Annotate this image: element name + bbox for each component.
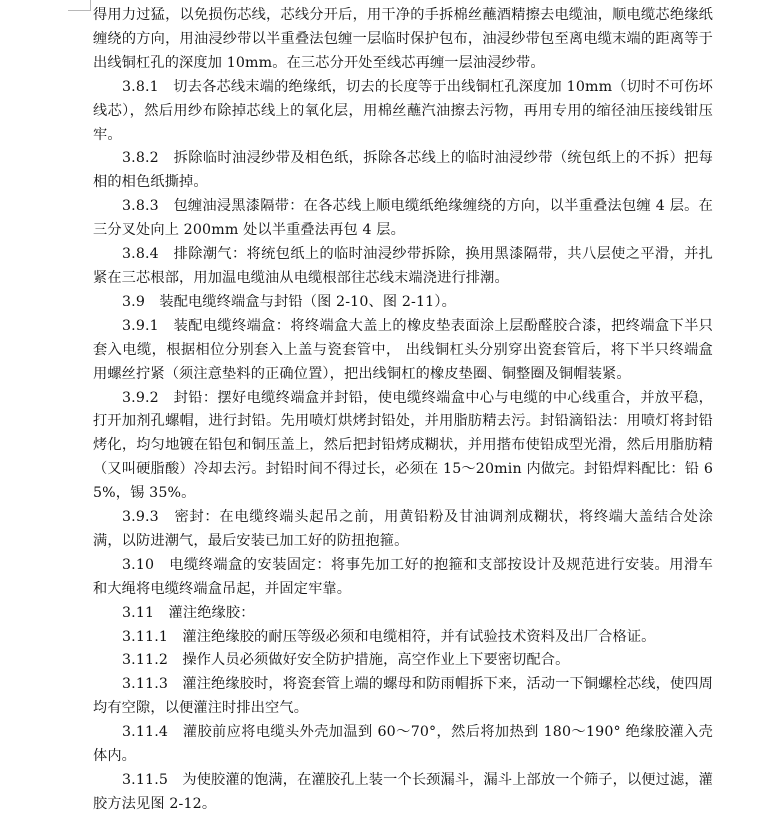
paragraph-3-11-3: 3.11.3 灌注绝缘胶时，将瓷套管上端的螺母和防雨帽拆下来，活动一下铜螺栓芯线，使四周均有空隙，以便灌注时排出空气。 <box>93 676 713 717</box>
paragraph-3-10: 3.10 电缆终端盒的安装固定：将事先加工好的抱箍和支部按设计及规范进行安装。用滑车和大绳将电缆终端盒吊起，并固定牢靠。 <box>93 556 713 597</box>
paragraph-3-9-1: 3.9.1 装配电缆终端盒：将终端盒大盖上的橡皮垫表面涂上层酚醛胶合漆，把终端盒下半只套入电缆，根据相位分别套入上盖与瓷套管中， 出线铜杠头分别穿出瓷套管后，将下半只终端盒用螺丝拧紧（须注意垫料的正确位置），把出线铜杠的橡皮垫圈、铜整圈及铜帽装紧。 <box>93 317 713 382</box>
paragraph-3-8-1: 3.8.1 切去各芯线末端的绝缘纸，切去的长度等于出线铜杠孔深度加 10mm（切时不可伤坏线芯），然后用纱布除掉芯线上的氧化层，用棉丝蘸汽油擦去污物，再用专用的缩径油压接线钳压牢。 <box>93 78 713 143</box>
heading-3-11: 3.11 灌注绝缘胶： <box>122 604 255 621</box>
paragraph-3-11-5: 3.11.5 为使胶灌的饱满，在灌胶孔上装一个长颈漏斗，漏斗上部放一个筛子，以便过滤，灌胶方法见图 2-12。 <box>93 772 713 812</box>
heading-3-9: 3.9 装配电缆终端盒与封铅（图 2-10、图 2-11）。 <box>122 293 456 310</box>
paragraph-3-11-2: 3.11.2 操作人员必须做好安全防护措施，高空作业上下要密切配合。 <box>122 652 570 669</box>
paragraph-3-11-1: 3.11.1 灌注绝缘胶的耐压等级必须和电缆相符，并有试验技术资料及出厂合格证。 <box>122 628 656 645</box>
paragraph-3-9-3: 3.9.3 密封：在电缆终端头起吊之前，用黄铅粉及甘油调剂成糊状，将终端大盖结合处涂满，以防进潮气，最后安装已加工好的防扭抱箍。 <box>93 509 713 549</box>
paragraph-3-8-3: 3.8.3 包缠油浸黑漆隔带：在各芯线上顺电缆纸绝缘缠绕的方向，以半重叠法包缠 4 层。在三分叉处向上 200mm 处以半重叠法再包 4 层。 <box>93 198 713 239</box>
paragraph-3-8-4: 3.8.4 排除潮气：将统包纸上的临时油浸纱带拆除，换用黑漆隔带，共八层使之平滑，并扎紧在三芯根部，用加温电缆油从电缆根部往芯线末端浇进行排潮。 <box>93 246 713 286</box>
paragraph-continuation: 得用力过猛，以免损伤芯线，芯线分开后，用干净的手拆棉丝蘸酒精擦去电缆油，顺电缆芯绝缘纸缠绕的方向，用油浸纱带以半重叠法包缠一层临时保护包布，油浸纱带包至离电缆末端的距离等于出线铜杠孔的深度加 10mm。在三芯分开处至线芯再缠一层油浸纱带。 <box>93 7 713 71</box>
paragraph-3-9-2: 3.9.2 封铅：摆好电缆终端盒并封铅，使电缆终端盒中心与电缆的中心线重合，并放平稳，打开加剂孔螺帽，进行封铅。先用喷灯烘烤封铅处，并用脂肪精去污。封铅滴铅法：用喷灯将封铅烤化，均匀地镀在铅包和铜压盖上，然后把封铅烤成糊状，并用揩布使铅成型光滑，然后用脂肪精（又叫硬脂酸）冷却去污。封铅时间不得过长，必须在 15～20min 内做完。封铅焊料配比：铅 65%，锡 35%。 <box>93 389 713 502</box>
paragraph-3-11-4: 3.11.4 灌胶前应将电缆头外壳加温到 60～70°，然后将加热到 180～190° 绝缘胶灌入壳体内。 <box>93 724 713 765</box>
paragraph-3-8-2: 3.8.2 拆除临时油浸纱带及相色纸，拆除各芯线上的临时油浸纱带（统包纸上的不拆）把每相的相色纸撕掉。 <box>93 150 713 191</box>
page-corner-mark <box>68 0 91 11</box>
document-body <box>93 4 713 817</box>
